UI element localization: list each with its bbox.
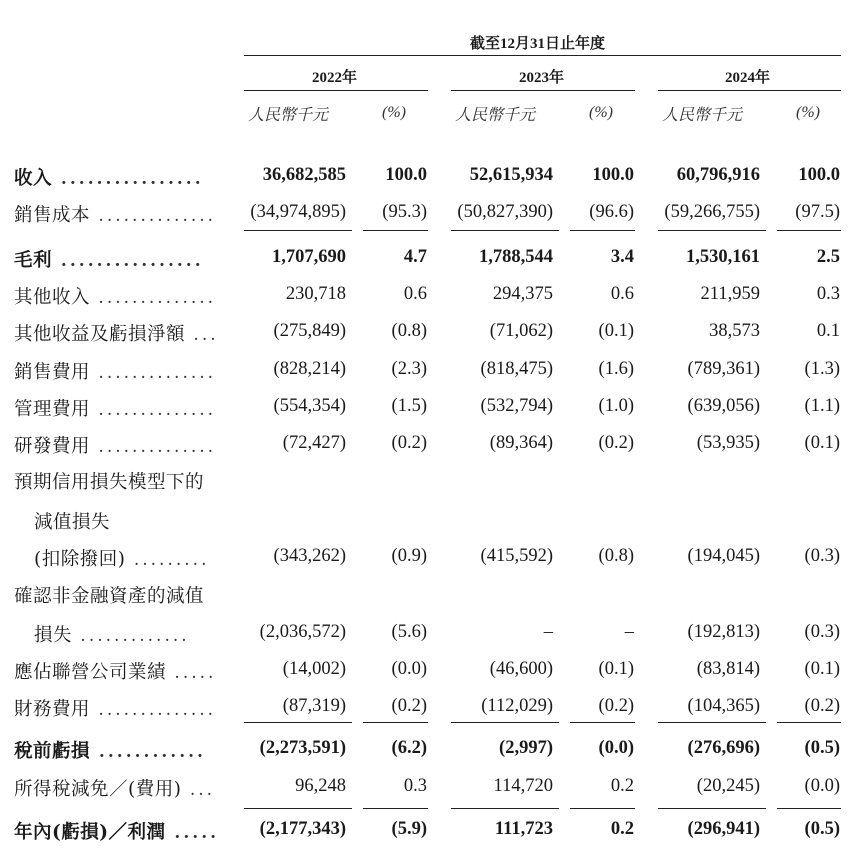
percent-cell: (0.5) (804, 819, 840, 839)
row-label: 財務費用 .............. (14, 699, 217, 720)
amount-cell: 60,796,916 (676, 165, 760, 185)
leader-dots: .............. (90, 700, 217, 720)
percent-cell: (0.8) (391, 321, 427, 341)
row-label: 稅前虧損 ............ (14, 741, 206, 762)
amount-cell: 1,788,544 (479, 247, 553, 267)
row-label: 減值損失 (34, 512, 111, 533)
percent-cell: (0.3) (804, 622, 840, 642)
leader-dots: ............ (90, 742, 206, 762)
percent-cell: (0.0) (598, 738, 634, 758)
percent-cell: 0.2 (610, 819, 634, 839)
amount-cell: (296,941) (687, 819, 760, 839)
amount-cell: (59,266,755) (664, 202, 760, 222)
amount-cell: 114,720 (493, 776, 553, 796)
percent-cell: (1.5) (391, 396, 427, 416)
year-underline-2023 (451, 90, 635, 91)
percent-cell: 0.6 (610, 284, 634, 304)
percent-cell: (0.5) (804, 738, 840, 758)
amount-cell: (14,002) (282, 659, 346, 679)
year-underline-2022 (244, 90, 428, 91)
percent-cell: 2.5 (816, 247, 840, 267)
amount-cell: (194,045) (687, 546, 760, 566)
amount-cell: 211,959 (700, 284, 760, 304)
percent-cell: 100.0 (592, 165, 634, 185)
percent-cell: 0.6 (403, 284, 427, 304)
leader-dots: .............. (90, 400, 217, 420)
percent-cell: 100.0 (385, 165, 427, 185)
leader-dots: .............. (90, 363, 217, 383)
row-label: 毛利 ................ (14, 250, 204, 271)
percent-cell: – (624, 622, 634, 642)
percent-cell: (1.6) (598, 359, 634, 379)
amount-cell: (71,062) (489, 321, 553, 341)
row-label: 年內(虧損)／利潤 ..... (14, 822, 220, 843)
percent-cell: (95.3) (382, 202, 427, 222)
percent-cell: (0.0) (804, 776, 840, 796)
amount-cell: (50,827,390) (457, 202, 553, 222)
leader-dots: ... (181, 780, 216, 800)
amount-cell: (818,475) (480, 359, 553, 379)
unit-currency-2024: 人民幣千元 (662, 107, 743, 124)
unit-percent-2023: (%) (589, 104, 613, 121)
row-label: 管理費用 .............. (14, 399, 217, 420)
row-label: 銷售成本 .............. (14, 205, 217, 226)
amount-cell: (789,361) (687, 359, 760, 379)
percent-cell: 3.4 (610, 247, 634, 267)
percent-cell: (1.0) (598, 396, 634, 416)
percent-cell: 0.3 (816, 284, 840, 304)
percent-cell: (0.2) (598, 696, 634, 716)
amount-cell: (112,029) (481, 696, 553, 716)
row-label: 應佔聯營公司業績 ..... (14, 662, 217, 683)
amount-cell: (83,814) (696, 659, 760, 679)
percent-cell: (0.1) (598, 659, 634, 679)
percent-cell: (5.9) (391, 819, 427, 839)
percent-cell: (0.3) (804, 546, 840, 566)
leader-dots: .............. (90, 437, 217, 457)
leader-dots: ..... (165, 823, 220, 843)
amount-cell: (46,600) (489, 659, 553, 679)
leader-dots: ... (185, 325, 219, 345)
amount-cell: (87,319) (282, 696, 346, 716)
unit-currency-2023: 人民幣千元 (455, 107, 536, 124)
amount-cell: (343,262) (273, 546, 346, 566)
row-label: 確認非金融資產的減值 (14, 586, 205, 607)
unit-currency-2022: 人民幣千元 (248, 107, 329, 124)
period-header: 截至12月31日止年度 (470, 36, 606, 52)
amount-cell: 230,718 (285, 284, 346, 304)
amount-cell: 1,530,161 (686, 247, 760, 267)
amount-cell: (828,214) (273, 359, 346, 379)
row-label: 其他收入 .............. (14, 287, 217, 308)
year-header-2024: 2024年 (725, 70, 771, 86)
leader-dots: ..... (166, 663, 217, 683)
row-label: 銷售費用 .............. (14, 362, 217, 383)
percent-cell: (0.9) (391, 546, 427, 566)
row-label: 所得稅減免／(費用) ... (14, 779, 216, 800)
leader-dots: ............. (72, 626, 190, 646)
amount-cell: (276,696) (687, 738, 760, 758)
percent-cell: 0.1 (816, 321, 840, 341)
amount-cell: (72,427) (282, 433, 346, 453)
row-label: 損失 ............. (34, 625, 190, 646)
unit-percent-2024: (%) (796, 104, 820, 121)
amount-cell: – (543, 622, 553, 642)
amount-cell: (20,245) (696, 776, 760, 796)
row-label: 研發費用 .............. (14, 436, 217, 457)
percent-cell: 0.2 (610, 776, 634, 796)
percent-cell: (0.2) (598, 433, 634, 453)
amount-cell: (53,935) (696, 433, 760, 453)
leader-dots: .............. (90, 288, 217, 308)
row-label: (扣除撥回) ......... (34, 549, 210, 570)
amount-cell: 38,573 (709, 321, 760, 341)
percent-cell: (0.2) (391, 696, 427, 716)
percent-cell: (0.1) (804, 659, 840, 679)
percent-cell: (0.1) (804, 433, 840, 453)
percent-cell: (6.2) (391, 738, 427, 758)
amount-cell: 36,682,585 (262, 165, 346, 185)
row-label: 收入 ................ (14, 168, 204, 189)
amount-cell: 294,375 (492, 284, 553, 304)
percent-cell: (96.6) (589, 202, 634, 222)
percent-cell: 100.0 (798, 165, 840, 185)
percent-cell: (1.3) (804, 359, 840, 379)
leader-dots: .............. (90, 206, 217, 226)
unit-percent-2022: (%) (382, 104, 406, 121)
percent-cell: (5.6) (391, 622, 427, 642)
amount-cell: (34,974,895) (250, 202, 346, 222)
row-label: 預期信用損失模型下的 (14, 472, 205, 493)
amount-cell: (415,592) (480, 546, 553, 566)
percent-cell: (0.8) (598, 546, 634, 566)
period-underline (244, 55, 841, 56)
percent-cell: (0.2) (804, 696, 840, 716)
amount-cell: (275,849) (273, 321, 346, 341)
amount-cell: (2,997) (499, 738, 553, 758)
amount-cell: 52,615,934 (469, 165, 553, 185)
amount-cell: (89,364) (489, 433, 553, 453)
percent-cell: 0.3 (403, 776, 427, 796)
amount-cell: (192,813) (687, 622, 760, 642)
amount-cell: (2,177,343) (259, 819, 346, 839)
percent-cell: (2.3) (391, 359, 427, 379)
year-underline-2024 (658, 90, 841, 91)
leader-dots: ......... (125, 550, 210, 570)
amount-cell: 111,723 (494, 819, 553, 839)
year-header-2022: 2022年 (312, 70, 358, 86)
amount-cell: 96,248 (295, 776, 346, 796)
amount-cell: (2,036,572) (259, 622, 346, 642)
amount-cell: (2,273,591) (259, 738, 346, 758)
year-header-2023: 2023年 (519, 70, 565, 86)
leader-dots: ................ (52, 169, 204, 189)
amount-cell: (639,056) (687, 396, 760, 416)
percent-cell: (0.0) (391, 659, 427, 679)
row-label: 其他收益及虧損淨額 ... (14, 324, 219, 345)
amount-cell: (554,354) (273, 396, 346, 416)
amount-cell: 1,707,690 (272, 247, 346, 267)
amount-cell: (532,794) (480, 396, 553, 416)
leader-dots: ................ (52, 251, 204, 271)
amount-cell: (104,365) (687, 696, 760, 716)
percent-cell: (0.1) (598, 321, 634, 341)
percent-cell: (1.1) (804, 396, 840, 416)
percent-cell: (97.5) (795, 202, 840, 222)
percent-cell: 4.7 (403, 247, 427, 267)
percent-cell: (0.2) (391, 433, 427, 453)
